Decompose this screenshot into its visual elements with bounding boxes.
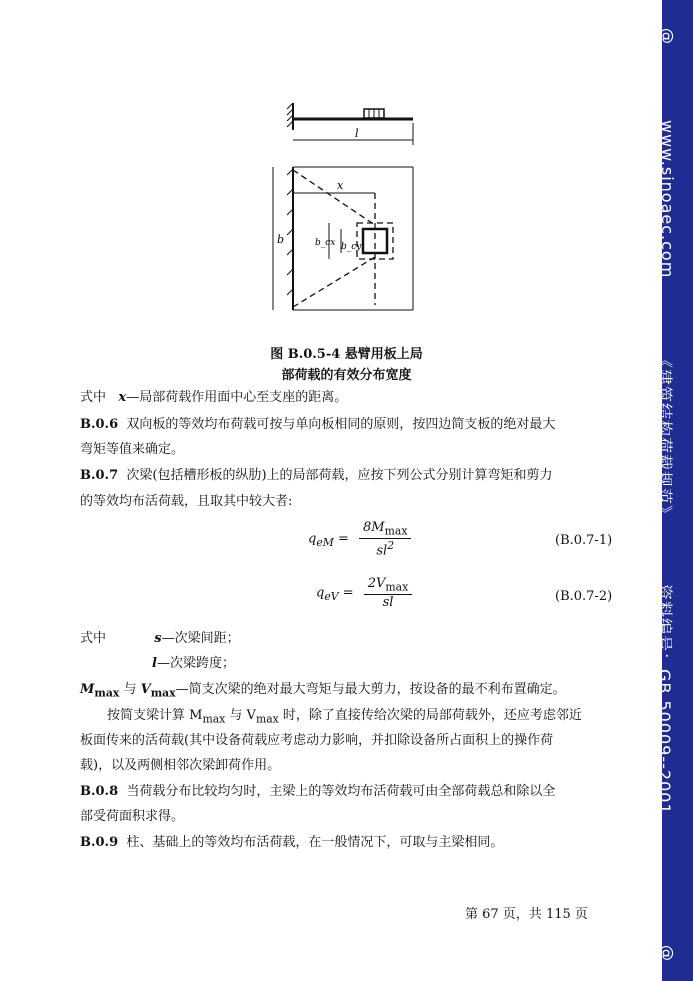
symbol-m-max: $M_{max}$ [80, 682, 120, 700]
section-label: B.0.7 [80, 468, 119, 483]
para-text: 按简支梁计算 M [107, 708, 203, 723]
right-sidebar [655, 0, 693, 981]
sidebar-book-title: 《建筑结构荷载规范》 [655, 352, 674, 523]
num-sub: max [384, 524, 408, 538]
section-text: 双向板的等效均布荷载可按与单向板相同的原则，按四边简支板的绝对最大 [126, 417, 556, 432]
den-text: sl [376, 542, 388, 558]
section-label: B.0.6 [80, 417, 119, 432]
label-x: x [337, 179, 344, 192]
denominator [364, 595, 413, 610]
symbol-v-max: $V_{max}$ [140, 682, 176, 700]
section-b09 [80, 834, 503, 852]
where-m: $M_{max}$ 与 $V_{max}—$简支次梁的绝对最大弯矩与最大剪力，按设备的最不利布置确定。 [80, 682, 566, 700]
figure-caption-line2: 部荷载的有效分布宽度 [281, 368, 412, 383]
equation-number: (B.0.7-2) [555, 589, 613, 604]
equation-number: (B.0.7-1) [555, 533, 613, 548]
symbol-s: s [154, 631, 162, 646]
formula-lhs: q [308, 531, 317, 547]
num-text: 8M [363, 520, 385, 535]
text-line: 部受荷面积求得。 [80, 809, 185, 824]
definition-l: —次梁跨度； [156, 656, 235, 671]
fraction [359, 520, 411, 558]
section-text: 次梁(包括槽形板的纵肋)上的局部荷载，应按下列公式分别计算弯矩和剪力 [126, 468, 553, 483]
fraction [364, 576, 413, 610]
formula-sub: eM [316, 536, 334, 550]
section-b07 [80, 467, 553, 485]
formula-qev: $q_{eV}$ = $\frac{2V_{max}}{sl}$ [316, 576, 412, 610]
sidebar-bottom-symbol: @ [658, 945, 677, 962]
paragraph-line: 板面传来的活荷载(其中设备荷载应考虑动力影响，并扣除设备所占面积上的操作荷 [80, 733, 554, 748]
label-l: l [355, 127, 359, 140]
section-b06 [80, 416, 555, 434]
paragraph-line: 按简支梁计算 $M_{max}$ 与 $V_{max}$ 时，除了直接传给次梁的局部荷载外，还应考虑邻近 [107, 708, 582, 726]
formula-qem: $q_{eM}$ = $\frac{8M_{max}}{sl^2}$ [308, 520, 411, 558]
cantilever-figure [245, 75, 435, 335]
section-label: B.0.8 [80, 784, 119, 799]
figure-caption-line1: 图 B.0.5-4 悬臂用板上局 [270, 347, 423, 362]
text-line: 的等效均布活荷载，且取其中较大者: [80, 494, 293, 509]
numerator [359, 520, 411, 539]
definition-s: —次梁间距； [161, 631, 240, 646]
section-text: 当荷载分布比较均匀时，主梁上的等效均布活荷载可由全部荷载总和除以全 [126, 784, 556, 799]
formula-sub: eV [324, 589, 339, 603]
page-number: 第 67 页，共 115 页 [465, 907, 588, 922]
sidebar-doc-number: 资料编号：GB 50009--2001 [655, 584, 674, 815]
sidebar-top-symbol: @ [658, 28, 677, 45]
label-bcy: b_cy [341, 242, 362, 252]
label-b: b [277, 233, 285, 246]
symbol-x: x [118, 390, 127, 405]
para-text: 时，除了直接传给次梁的局部荷载外，还应考虑邻近 [278, 708, 582, 723]
section-label: B.0.9 [80, 835, 119, 850]
symbol-l: l [152, 656, 157, 671]
where-l [152, 655, 235, 673]
label-shizhong: 式中 [80, 631, 107, 646]
sidebar-website: www.sinoaec.com [658, 120, 677, 279]
where-s [80, 630, 240, 648]
numerator [364, 576, 413, 595]
text-line [80, 389, 347, 407]
para-text: 与 V [225, 708, 256, 723]
num-text: 2V [367, 576, 386, 591]
label-bcx: b_cx [315, 238, 336, 248]
definition-mv: —简支次梁的绝对最大弯矩与最大剪力，按设备的最不利布置确定。 [175, 682, 566, 697]
formula-lhs: q [316, 585, 325, 601]
num-sub: max [385, 580, 409, 594]
text-line: 弯矩等值来确定。 [80, 442, 185, 457]
section-b08 [80, 783, 555, 801]
paragraph-line: 载)，以及两侧相邻次梁卸荷作用。 [80, 758, 281, 773]
denominator: $sl^2$ [376, 538, 395, 558]
section-text: 柱、基础上的等效均布活荷载，在一般情况下，可取与主梁相同。 [126, 835, 504, 850]
label-shizhong: 式中 [80, 390, 107, 405]
figure-svg [245, 75, 435, 335]
definition-x: —局部荷载作用面中心至支座的距离。 [126, 390, 348, 405]
den-text: sl [382, 594, 394, 610]
